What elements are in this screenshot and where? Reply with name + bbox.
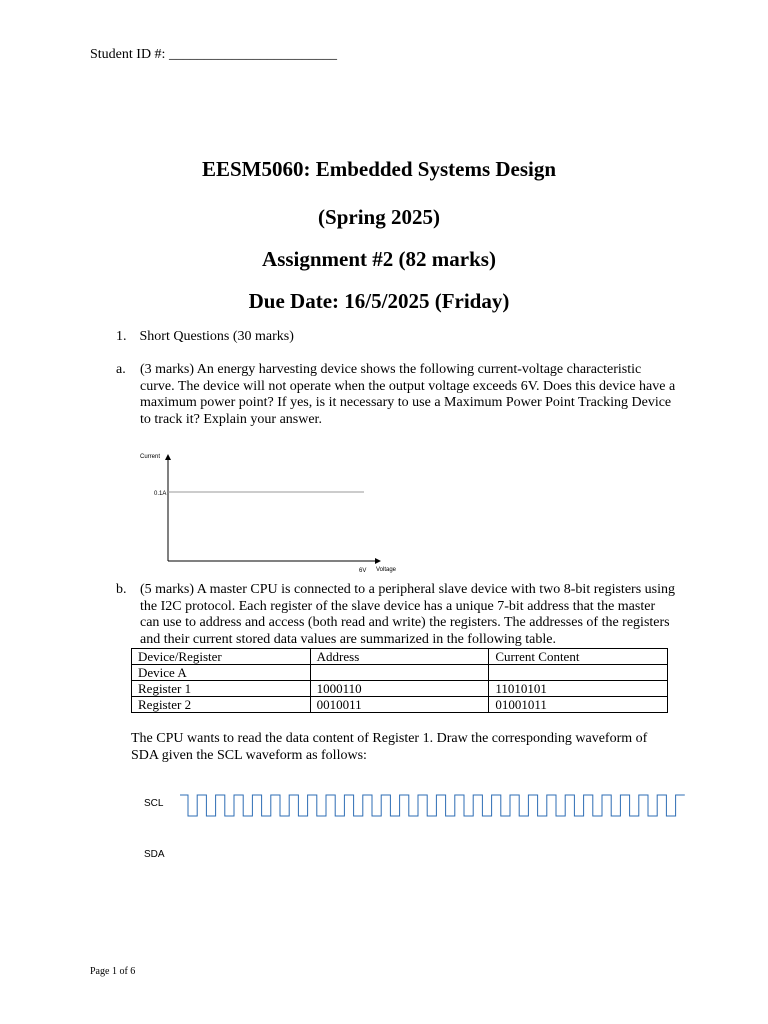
section-heading [116,329,294,345]
x-axis-arrow [375,558,381,564]
question-b-label: b. [116,582,127,597]
question-b-followup: The CPU wants to read the data content of Register 1. Draw the corresponding waveform of SDA given the SCL waveform as follows: [131,731,648,763]
table-header: Current Content [489,649,668,665]
y-axis-label: Current [140,454,161,460]
table-cell: Register 1 [132,681,311,697]
question-a-label: a. [116,362,126,377]
section-title: Short Questions (30 marks) [139,329,294,344]
scl-waveform [180,790,686,822]
scl-label: SCL [144,798,164,809]
due-date: Due Date: 16/5/2025 (Friday) [248,289,510,313]
table-cell: Device A [132,665,311,681]
question-b [116,582,676,648]
page-number: Page 1 of 6 [90,966,136,977]
table-cell: Register 2 [132,697,311,713]
table-cell: 1000110 [310,681,489,697]
table-header-row [132,649,668,665]
table-row [132,681,668,697]
table-cell: 11010101 [489,681,668,697]
current-value-label: 0.1A [154,491,167,497]
question-a-text: (3 marks) An energy harvesting device shows the following current-voltage characteristic curve. The device will not operate when the output voltage exceeds 6V. Does this device have a maximum power point? If yes, is it necessary to use a Maximum Power Point Tracking Device to track it? Explain your answer. [140,362,676,427]
student-id-field: Student ID #: ________________________ [90,47,337,62]
voltage-value-label: 6V [359,568,367,574]
iv-curve-graph [130,448,410,576]
y-axis-arrow [165,454,171,460]
table-cell [310,665,489,681]
question-a [116,362,676,428]
assignment-title: Assignment #2 (82 marks) [262,247,496,271]
table-cell: 0010011 [310,697,489,713]
table-row [132,697,668,713]
course-title: EESM5060: Embedded Systems Design [201,157,557,181]
table-header: Address [310,649,489,665]
question-b-text: (5 marks) A master CPU is connected to a peripheral slave device with two 8-bit registers using the I2C protocol. Each register of the slave device has a unique 7-bit address that the master can use to address and access (both read and write) the registers. The addresses of the registers and their current stored data values are summarized in the following table. [140,582,675,647]
table-header: Device/Register [132,649,311,665]
x-axis-label: Voltage [376,567,397,573]
section-number: 1. [116,329,127,344]
table-cell [489,665,668,681]
sda-label: SDA [144,849,165,860]
register-table [131,648,668,713]
table-cell: 01001011 [489,697,668,713]
table-row [132,665,668,681]
term-title: (Spring 2025) [318,205,440,229]
scl-trace [180,795,685,816]
